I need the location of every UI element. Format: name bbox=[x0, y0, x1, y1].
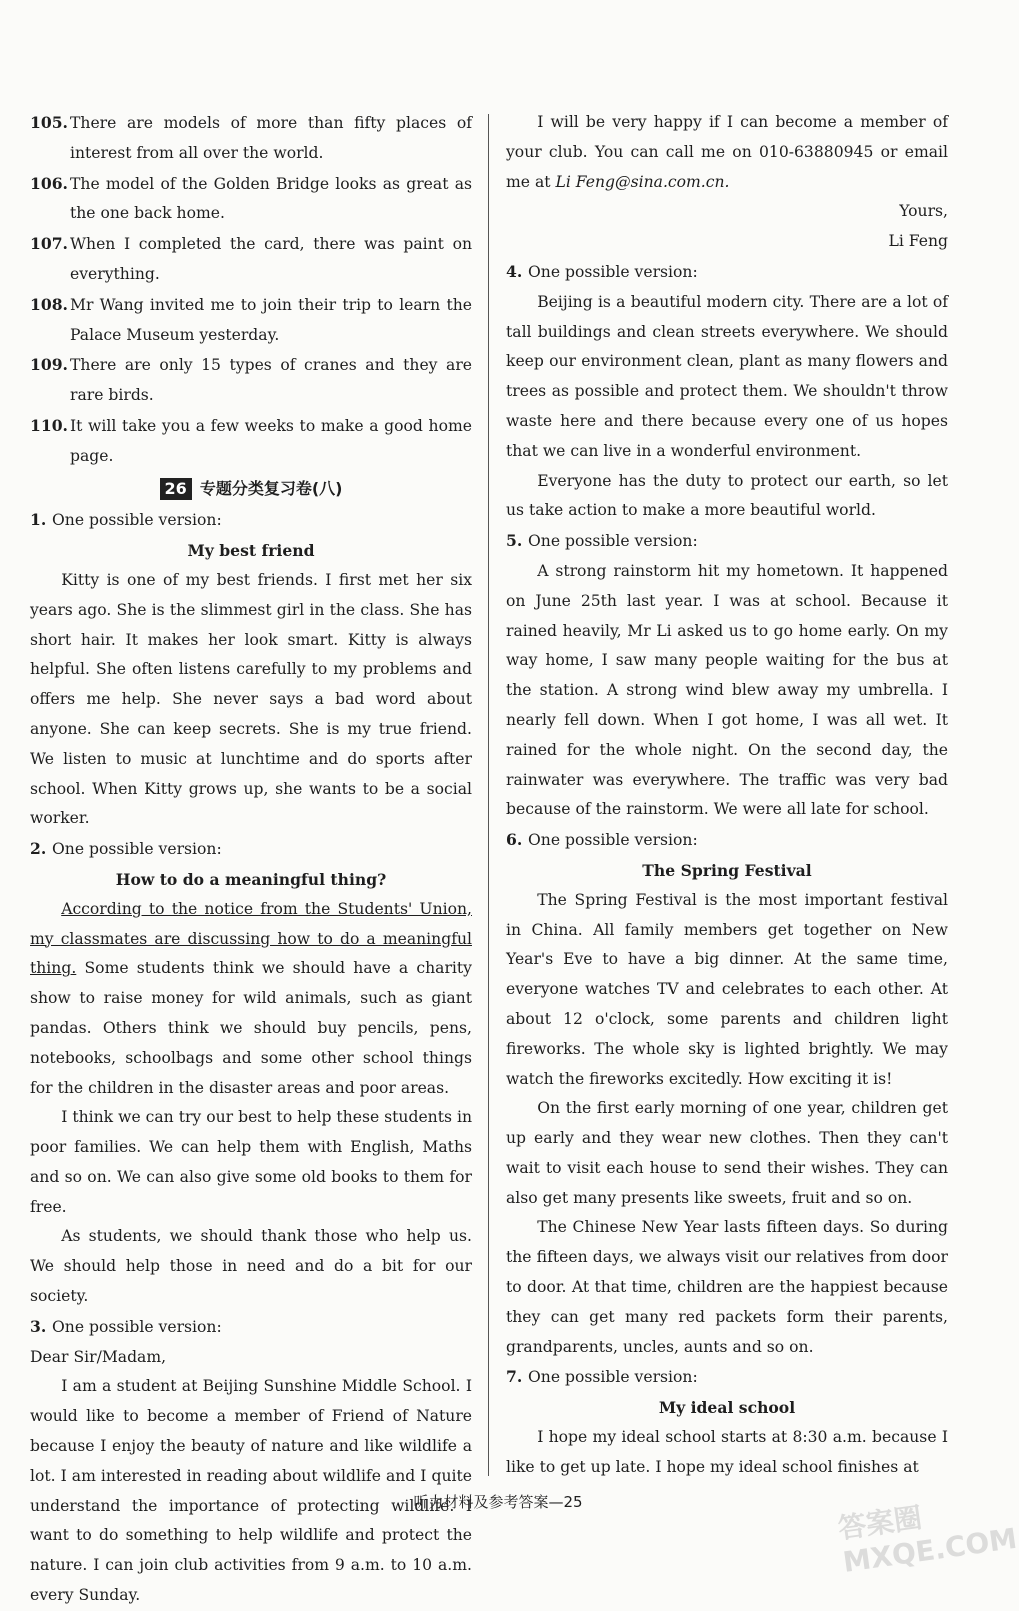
letter-closing: Yours, bbox=[899, 202, 948, 221]
essay-paragraph: Kitty is one of my best friends. I first met her six years ago. She is the slimmest girl in the class. She has short hair. It makes her look smart. Kitty is always helpful. She often listens carefully to my problems and offers me help. She never says a bad word about anyone. She can keep secrets. She is my true friend. We listen to music at lunchtime and do sports after school. When Kitty grows up, she wants to be a social worker. bbox=[30, 570, 472, 828]
right-column bbox=[506, 108, 948, 1483]
essay-paragraph: I hope my ideal school starts at 8:30 a.m. because I like to get up late. I hope my ideal school finishes at bbox=[506, 1428, 948, 1476]
essay-paragraph: As students, we should thank those who help us. We should help those in need and do a bit for our society. bbox=[30, 1227, 472, 1306]
essay-paragraph: I think we can try our best to help these students in poor families. We can help them with English, Maths and so on. We can also give some old books to them for free. bbox=[30, 1108, 472, 1216]
page-footer: 听力材料及参考答案—25 bbox=[413, 1493, 583, 1511]
section-heading bbox=[30, 474, 472, 504]
essay-title: My ideal school bbox=[658, 1398, 796, 1418]
question-5-label: 5. One possible version: bbox=[506, 531, 698, 551]
answer-105: 105. There are models of more than fifty places of interest from all over the world. bbox=[30, 113, 472, 162]
section-title: 专题分类复习卷(八) bbox=[199, 478, 343, 498]
essay-title: My best friend bbox=[187, 541, 315, 561]
column-divider bbox=[488, 114, 489, 1476]
essay-paragraph: Everyone has the duty to protect our earth, so let us take action to make a more beautiful world. bbox=[506, 471, 948, 520]
essay-paragraph: On the first early morning of one year, children get up early and they wear new clothes. Then they can't wait to visit each house to send their wishes. They can also get many presents like sweets, fruit and so on. bbox=[506, 1099, 948, 1207]
essay-paragraph: I am a student at Beijing Sunshine Middle School. I would like to become a member of Friend of Nature because I enjoy the beauty of nature and like wildlife a lot. I am interested in reading about wildlife and I quite understand the importance of protecting wildlife. I want to do something to help wildlife and protect the nature. I can join club activities from 9 a.m. to 10 a.m. every Sunday. bbox=[30, 1377, 472, 1605]
essay-paragraph: According to the notice from the Students' Union, my classmates are discussing how to do a meaningful thing. Some students think we should have a charity show to raise money for wild animals, such as giant pandas. Others think we should buy pencils, pens, notebooks, schoolbags and some other school things for the children in the disaster areas and poor areas. bbox=[30, 899, 472, 1097]
answer-109: 109. There are only 15 types of cranes and they are rare birds. bbox=[30, 355, 472, 405]
answer-107: 107. When I completed the card, there was paint on everything. bbox=[30, 234, 472, 283]
letter-signature: Li Feng bbox=[888, 232, 948, 251]
essay-paragraph: Beijing is a beautiful modern city. There are a lot of tall buildings and clean streets everywhere. We should keep our environment clean, plant as many flowers and trees as possible and protect them. We shouldn't throw waste here and there because every one of us hopes that we can live in a wonderful environment. bbox=[506, 292, 948, 460]
question-4-label: 4. One possible version: bbox=[506, 261, 698, 281]
essay-title: How to do a meaningful thing? bbox=[115, 869, 387, 889]
section-number-badge: 26 bbox=[160, 478, 192, 500]
essay-title: The Spring Festival bbox=[642, 860, 812, 880]
letter-greeting: Dear Sir/Madam, bbox=[30, 1347, 167, 1366]
question-6-label: 6. One possible version: bbox=[506, 830, 698, 850]
essay-paragraph: A strong rainstorm hit my hometown. It happened on June 25th last year. I was at school. Because it rained heavily, Mr Li asked us to go home early. On my way home, I saw many people waiting for the bus at the station. A strong wind blew away my umbrella. I nearly fell down. When I got home, I was all wet. It rained for the whole night. On the second day, the rainwater was everywhere. The traffic was very bad because of the rainstorm. We were all late for school. bbox=[506, 561, 948, 819]
essay-paragraph: The Chinese New Year lasts fifteen days. So during the fifteen days, we always visit our relatives from door to door. At that time, children are the happiest because they can get many red packets form their parents, grandparents, uncles, aunts and so on. bbox=[506, 1218, 948, 1356]
question-2-label: 2. One possible version: bbox=[30, 839, 222, 859]
answer-106: 106. The model of the Golden Bridge looks as great as the one back home. bbox=[30, 173, 472, 223]
email-address: Li Feng@sina.com.cn. bbox=[555, 172, 730, 191]
answer-110: 110. It will take you a few weeks to make a good home page. bbox=[30, 415, 472, 465]
left-column bbox=[30, 108, 472, 1611]
essay-paragraph: The Spring Festival is the most important festival in China. All family members get together on New Year's Eve to have a big dinner. At the same time, everyone watches TV and celebrates to each other. At about 12 o'clock, some parents and children light fireworks. The whole sky is lighted brightly. We may watch the fireworks excitedly. How exciting it is! bbox=[506, 890, 948, 1088]
watermark: 答案圈 MXQE.COM bbox=[836, 1500, 1019, 1579]
question-1-label: 1. One possible version: bbox=[30, 510, 222, 530]
question-3-label: 3. One possible version: bbox=[30, 1316, 222, 1336]
underlined-sentence: According to the notice from the Students' Union, my classmates are discussing how to do a meaningful thing. bbox=[30, 899, 472, 978]
question-7-label: 7. One possible version: bbox=[506, 1367, 698, 1387]
essay-paragraph: I will be very happy if I can become a member of your club. You can call me on 010-63880945 or email me at Li Feng@sina.com.cn. bbox=[506, 113, 948, 191]
answer-108: 108. Mr Wang invited me to join their trip to learn the Palace Museum yesterday. bbox=[30, 294, 472, 344]
